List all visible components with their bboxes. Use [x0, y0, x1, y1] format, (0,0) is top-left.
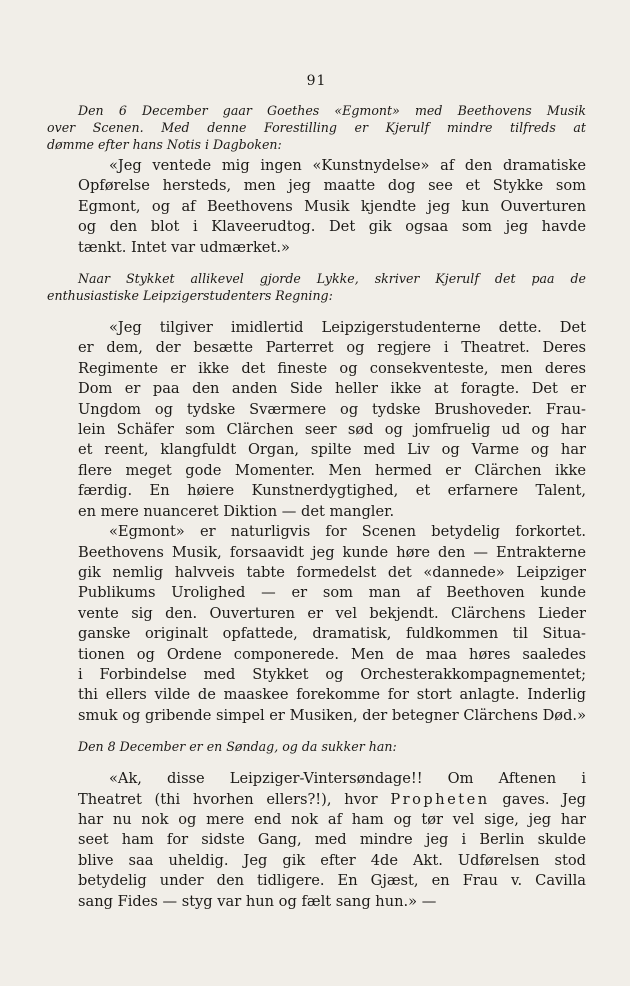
text-line: dømme efter hans Notis i Dagboken: [47, 137, 282, 152]
text-line: et reent, klangfuldt Organ, spilte med Liv og Varme og har [78, 441, 586, 459]
text-line: Regimente er ikke det fineste og consekventeste, men deres [78, 359, 586, 377]
text-line: smuk og gribende simpel er Musiken, der betegner Clärchens Død.» [78, 706, 586, 724]
text-fragment: gaves. Jeg [502, 790, 587, 808]
intro-paragraph-sondag [47, 738, 586, 755]
text-line: og den blot i Klaveerudtog. Det gik ogsaa som jeg havde [78, 218, 586, 236]
text-line: blive saa uheldig. Jeg gik efter 4de Akt. Udførelsen stod [78, 851, 586, 869]
text-line: seet ham for sidste Gang, med mindre jeg i Berlin skulde [78, 831, 586, 849]
text-line: vente sig den. Ouverturen er vel bekjendt. Clärchens Lieder [78, 604, 586, 622]
text-line: i Forbindelse med Stykket og Orchesterakkompagnementet; [78, 665, 586, 683]
text-line: færdig. En høiere Kunstnerdygtighed, et erfarnere Talent, [78, 482, 586, 500]
quote-paragraph-beethoven-musik [47, 522, 586, 726]
text-line: flere meget gode Momenter. Men hermed er Clärchen ikke [78, 461, 586, 479]
page-number: 91 [306, 73, 327, 89]
text-line: Dom er paa den anden Side heller ikke at foragte. Det er [78, 380, 586, 398]
text-line: Opførelse hersteds, men jeg maatte dog see et Stykke som [78, 177, 586, 195]
quote-paragraph-leipzigerstudenter [47, 318, 586, 522]
text-line: Publikums Urolighed — er som man af Beethoven kunde [78, 584, 586, 602]
text-line: betydelig under den tidligere. En Gjæst, en Frau v. Cavilla [78, 872, 586, 890]
text-line: tionen og Ordene componerede. Men de maa høres saaledes [78, 645, 586, 663]
quote-paragraph-kunstnydelse [47, 156, 586, 258]
text-line: tænkt. Intet var udmærket.» [78, 238, 290, 256]
opera-title-propheten: Propheten [390, 790, 490, 808]
text-line: Den 8 December er en Søndag, og da sukker han: [78, 739, 397, 755]
text-line: er dem, der besætte Parterret og regjere i Theatret. Deres [78, 339, 586, 357]
text-line: lein Schäfer som Clärchen seer sød og jomfruelig ud og har [78, 421, 586, 439]
text-line: Den 6 December gaar Goethes «Egmont» med Beethovens Musik [78, 103, 586, 118]
text-line: en mere nuanceret Diktion — det mangler. [78, 502, 395, 520]
text-line: enthusiastiske Leipzigerstudenters Regning: [47, 288, 333, 304]
text-line: Beethovens Musik, forsaavidt jeg kunde høre den — Entrakterne [78, 543, 586, 561]
text-line: har nu nok og mere end nok af ham og tør vel sige, jeg har [78, 810, 586, 828]
text-line: «Jeg tilgiver imidlertid Leipzigerstudenterne dette. Det [109, 319, 586, 337]
text-line: Egmont, og af Beethovens Musik kjendte jeg kun Ouverturen [78, 197, 586, 215]
text-line: ganske originalt opfattede, dramatisk, fuldkommen til Situa- [78, 625, 586, 643]
text-fragment: Theatret (thi hvorhen ellers?!), hvor [78, 790, 378, 808]
text-line: sang Fides — styg var hun og fælt sang hun.» — [78, 892, 437, 910]
intro-paragraph-students [47, 270, 586, 304]
text-line: «Ak, disse Leipziger-Vintersøndage!! Om Aftenen i [109, 770, 586, 788]
text-line: «Egmont» er naturligvis for Scenen betydelig forkortet. [109, 523, 586, 541]
text-line: gik nemlig halvveis tabte formedelst det «dannede» Leipziger [78, 563, 586, 581]
intro-paragraph-egmont [47, 102, 586, 153]
text-line: thi ellers vilde de maaskee forekomme for stort anlagte. Inderlig [78, 686, 586, 704]
quote-paragraph-vintersondage [47, 769, 586, 912]
text-line: Ungdom og tydske Sværmere og tydske Brushoveder. Frau- [78, 400, 586, 418]
text-line: over Scenen. Med denne Forestilling er Kjerulf mindre tilfreds at [47, 120, 586, 135]
text-line: Naar Stykket allikevel gjorde Lykke, skriver Kjerulf det paa de [78, 271, 586, 287]
text-line-propheten [47, 790, 586, 810]
text-line: «Jeg ventede mig ingen «Kunstnydelse» af den dramatiske [109, 157, 586, 174]
